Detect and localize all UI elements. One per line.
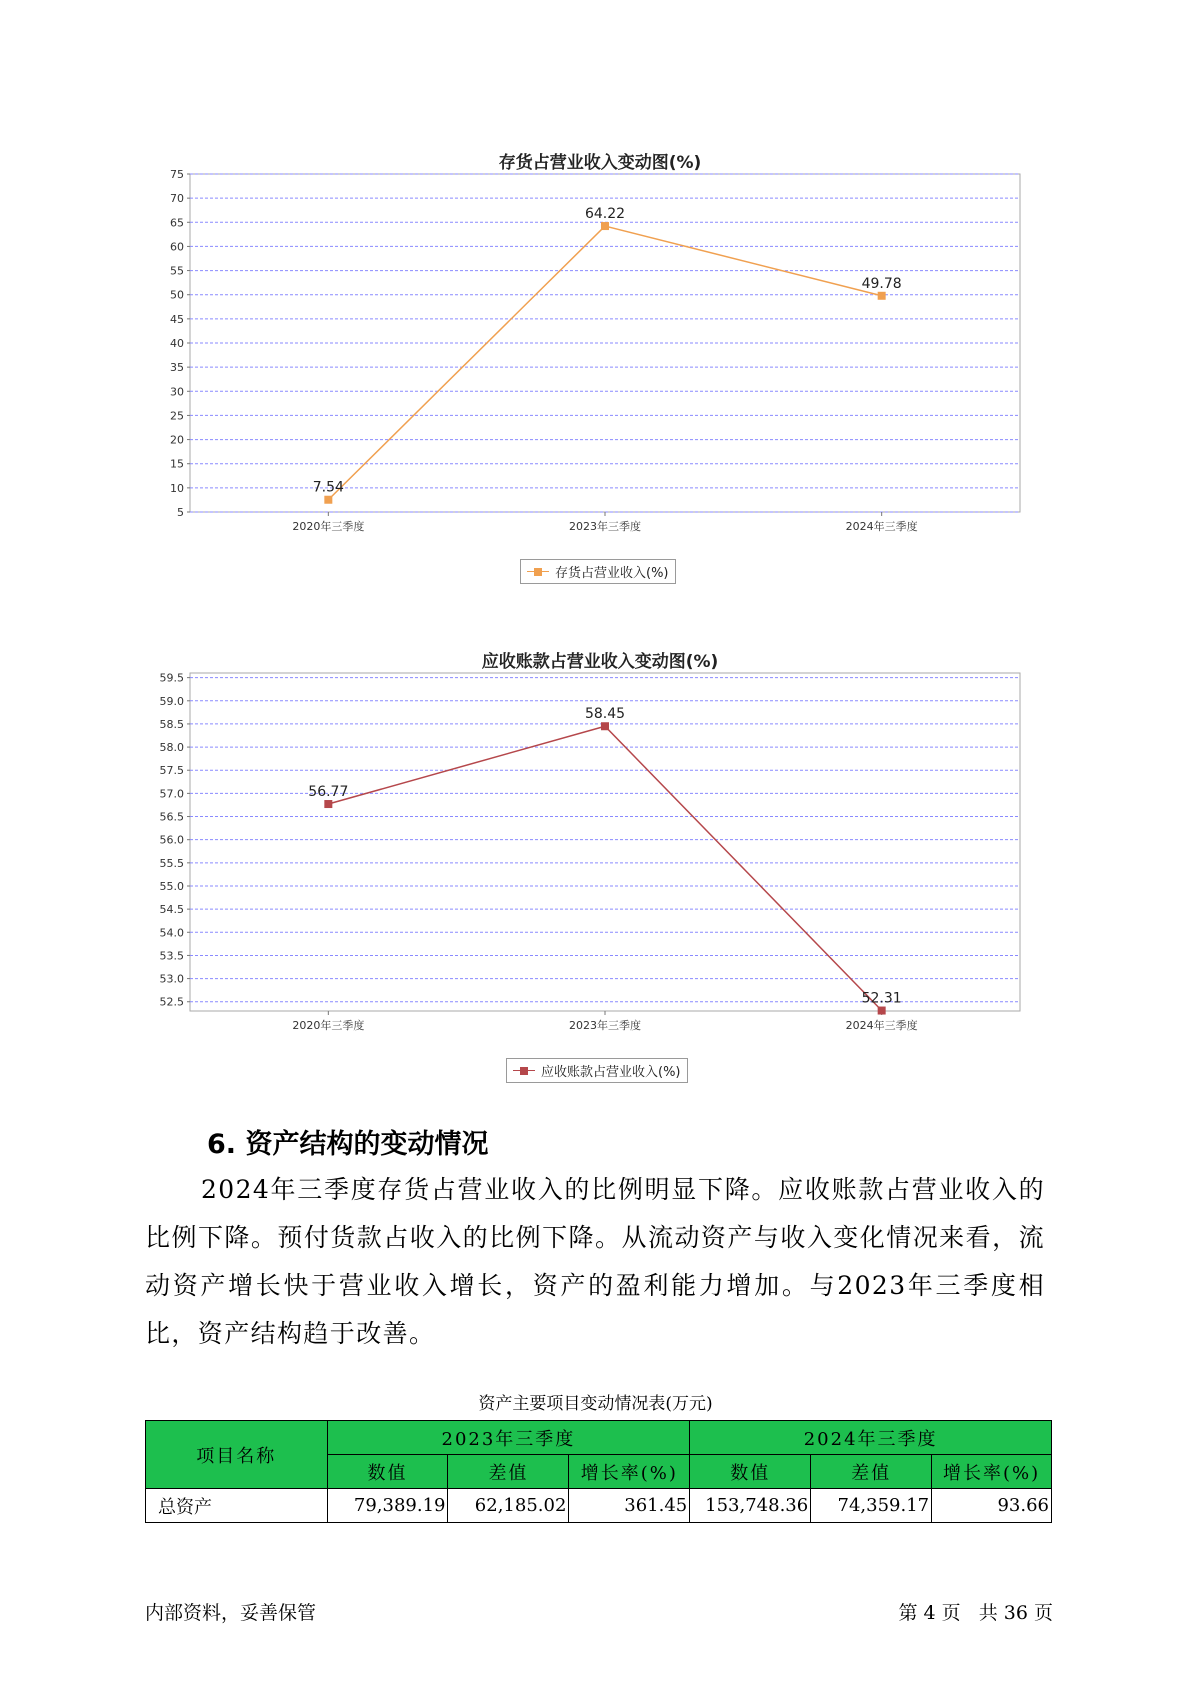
- y-tick-label: 35: [170, 361, 184, 375]
- y-tick-label: 53.5: [159, 949, 184, 963]
- y-tick-label: 70: [170, 192, 184, 206]
- data-label: 7.54: [312, 479, 344, 496]
- x-tick-label: 2020年三季度: [292, 1019, 365, 1032]
- table-caption: 资产主要项目变动情况表(万元): [478, 1394, 713, 1414]
- y-tick-label: 54.5: [159, 903, 184, 917]
- y-tick-label: 75: [170, 168, 184, 181]
- y-tick-label: 57.0: [159, 787, 184, 801]
- y-tick-label: 56.5: [159, 810, 184, 824]
- legend-line-marker-icon: [513, 1066, 535, 1076]
- inventory-chart: [170, 148, 1030, 588]
- analysis-paragraph: 2024年三季度存货占营业收入的比例明显下降。应收账款占营业收入的比例下降。预付货款占收入的比例下降。从流动资产与收入变化情况来看，流动资产增长快于营业收入增长，资产的盈利能力增加。与2023年三季度相比，资产结构趋于改善。: [145, 1175, 1045, 1348]
- y-tick-label: 57.5: [159, 764, 184, 778]
- legend-line-marker-icon: [527, 567, 549, 577]
- x-tick-label: 2023年三季度: [569, 1019, 641, 1032]
- legend-label: 应收账款占营业收入(%): [541, 1065, 681, 1080]
- header-period-2024: 2024年三季度: [690, 1421, 1052, 1455]
- x-tick-label: 2024年三季度: [845, 520, 918, 533]
- y-tick-label: 10: [170, 481, 184, 495]
- chart-legend: [520, 559, 676, 584]
- y-tick-label: 55: [170, 264, 184, 278]
- receivables-chart-plot: [159, 671, 1030, 1053]
- y-tick-label: 58.5: [159, 717, 184, 731]
- subheader-growth: 增长率(%): [569, 1455, 690, 1489]
- y-tick-label: 59.5: [159, 671, 184, 685]
- cell-growth: 93.66: [932, 1489, 1052, 1523]
- y-tick-label: 53.0: [159, 972, 184, 986]
- y-tick-label: 58.0: [159, 741, 184, 755]
- y-tick-label: 40: [170, 337, 184, 350]
- legend-label: 存货占营业收入(%): [555, 566, 669, 581]
- y-tick-label: 59.0: [159, 694, 184, 708]
- y-tick-label: 56.0: [159, 833, 184, 847]
- data-point: [601, 722, 609, 730]
- x-tick-label: 2023年三季度: [569, 520, 641, 533]
- cell-growth: 361.45: [569, 1489, 690, 1523]
- data-point: [878, 1007, 886, 1015]
- subheader-diff: 差值: [448, 1455, 569, 1489]
- inventory-chart-plot: [170, 168, 1030, 554]
- data-label: 64.22: [584, 206, 626, 223]
- subheader-growth: 增长率(%): [932, 1455, 1052, 1489]
- row-name: 总资产: [146, 1489, 328, 1523]
- y-tick-label: 50: [170, 288, 184, 302]
- chart-legend: [506, 1058, 688, 1083]
- header-period-2023: 2023年三季度: [327, 1421, 690, 1455]
- chart-title: 存货占营业收入变动图(%): [498, 153, 702, 173]
- data-label: 52.31: [861, 990, 902, 1007]
- footer-page-number: 第 4 页 共 36 页: [898, 1602, 1053, 1624]
- subheader-diff: 差值: [811, 1455, 932, 1489]
- y-tick-label: 15: [170, 457, 184, 471]
- y-tick-label: 30: [170, 385, 184, 399]
- cell-diff: 74,359.17: [811, 1489, 932, 1523]
- y-tick-label: 55.5: [159, 856, 184, 870]
- receivables-chart: [159, 647, 1030, 1087]
- data-label: 49.78: [861, 275, 902, 292]
- data-point: [601, 222, 609, 230]
- y-tick-label: 60: [170, 240, 184, 254]
- footer-confidential-note: 内部资料，妥善保管: [145, 1602, 317, 1624]
- x-tick-label: 2020年三季度: [292, 520, 365, 533]
- x-tick-label: 2024年三季度: [845, 1019, 918, 1032]
- table-header-row: [146, 1421, 1052, 1455]
- data-point: [878, 292, 886, 300]
- data-point: [324, 800, 332, 808]
- subheader-value: 数值: [690, 1455, 811, 1489]
- y-tick-label: 65: [170, 216, 184, 230]
- y-tick-label: 25: [170, 409, 184, 423]
- y-tick-label: 54.0: [159, 926, 184, 940]
- data-label: 58.45: [584, 706, 626, 723]
- y-tick-label: 20: [170, 433, 184, 447]
- y-tick-label: 5: [177, 506, 184, 519]
- y-tick-label: 52.5: [159, 995, 184, 1009]
- data-label: 56.77: [308, 784, 349, 801]
- cell-value: 153,748.36: [690, 1489, 811, 1523]
- data-point: [324, 496, 332, 504]
- section-heading: 6. 资产结构的变动情况: [207, 1129, 489, 1160]
- header-item-name: 项目名称: [146, 1421, 328, 1489]
- y-tick-label: 45: [170, 312, 184, 326]
- table-row: [146, 1489, 1052, 1523]
- y-tick-label: 55.0: [159, 879, 184, 893]
- chart-title: 应收账款占营业收入变动图(%): [481, 652, 719, 672]
- cell-diff: 62,185.02: [448, 1489, 569, 1523]
- cell-value: 79,389.19: [327, 1489, 448, 1523]
- asset-change-table: [145, 1420, 1052, 1523]
- subheader-value: 数值: [327, 1455, 448, 1489]
